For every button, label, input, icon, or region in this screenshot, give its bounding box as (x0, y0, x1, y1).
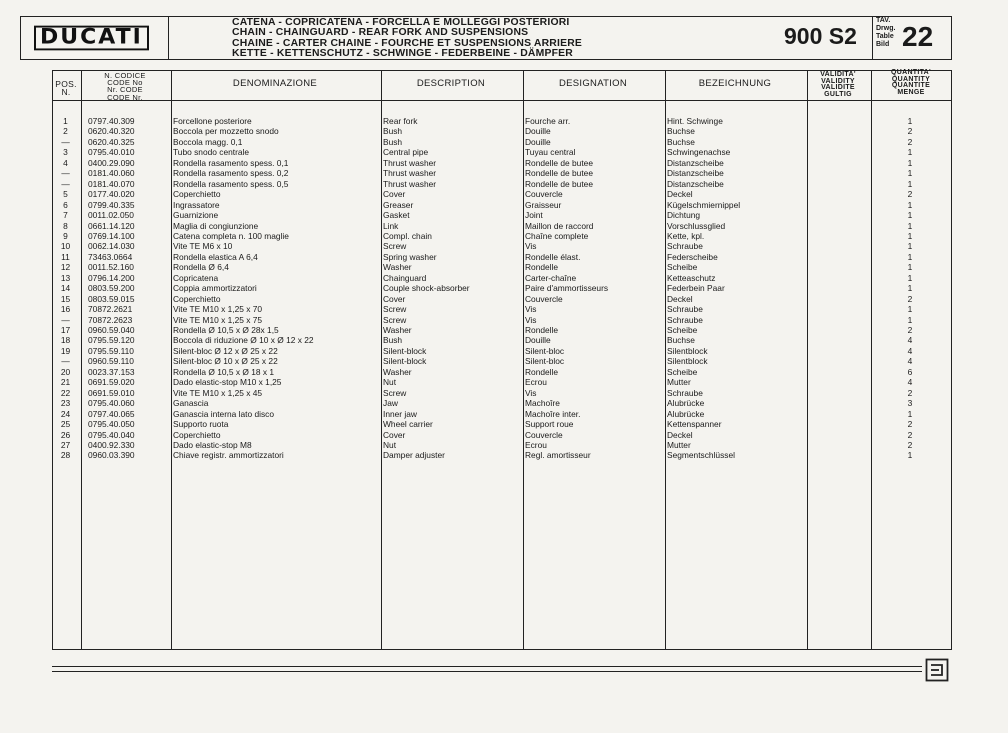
cell-desc: Washer (383, 366, 412, 377)
cell-qty: 2 (907, 439, 913, 450)
cell-pos: 13 (60, 272, 71, 283)
cell-qty: 2 (907, 419, 913, 430)
cell-code: 0803.59.015 (88, 293, 135, 304)
col-header-validity: VALIDITA' VALIDITY VALIDITE GULTIG (820, 71, 856, 98)
cell-bez: Hint. Schwinge (667, 116, 723, 126)
cell-den: Boccola magg. 0,1 (173, 136, 243, 147)
col-header-denominazione: DENOMINAZIONE (232, 78, 318, 89)
cell-bez: Federscheibe (667, 251, 718, 262)
cell-desc: Couple shock-absorber (383, 283, 470, 294)
cell-desig: Rondelle de butee (525, 178, 593, 189)
table-row (52, 367, 952, 377)
cell-desc: Bush (383, 126, 403, 137)
ducati-logo: DUCATI (34, 26, 149, 51)
table-label: Drwg. (876, 25, 896, 32)
cell-den: Boccola per mozzetto snodo (173, 126, 279, 137)
cell-desc: Washer (383, 262, 412, 273)
cell-pos: 9 (63, 230, 68, 241)
cell-desc: Compl. chain (383, 230, 432, 241)
cell-desig: Paire d'ammortisseurs (525, 283, 609, 294)
cell-desig: Douille (525, 136, 551, 147)
cell-bez: Deckel (667, 189, 693, 200)
cell-desc: Cover (383, 189, 406, 200)
table-row (52, 241, 952, 251)
table-label: TAV. (876, 17, 891, 24)
cell-den: Boccola di riduzione Ø 10 x Ø 12 x 22 (173, 335, 314, 346)
cell-pos: 6 (63, 199, 68, 210)
cell-qty: 1 (907, 168, 913, 179)
cell-pos: 8 (63, 220, 68, 231)
cell-pos: 22 (60, 387, 71, 398)
cell-qty: 1 (907, 210, 913, 221)
table-row (52, 273, 952, 283)
cell-qty: 2 (907, 293, 913, 304)
cell-qty: 1 (907, 116, 913, 126)
cell-desig: Couvercle (525, 189, 563, 200)
cell-den: Maglia di congiunzione (173, 220, 259, 231)
cell-desig: Douille (525, 126, 551, 137)
header-divider (872, 17, 873, 59)
cell-qty: 2 (907, 325, 913, 335)
cell-den: Ganascia (173, 398, 209, 409)
cell-den: Vite TE M10 x 1,25 x 75 (173, 314, 263, 325)
cell-desc: Washer (383, 325, 412, 335)
cell-bez: Dichtung (667, 210, 701, 221)
cell-code: 0795.40.050 (88, 419, 135, 430)
cell-den: Silent-bloc Ø 12 x Ø 25 x 22 (173, 345, 278, 356)
header-row-divider (52, 100, 952, 101)
cell-desig: Vis (525, 241, 537, 252)
cell-desc: Spring washer (383, 251, 437, 262)
cell-code: 73463.0664 (88, 251, 133, 262)
cell-code: 0661.14.120 (88, 220, 135, 231)
cell-pos: — (61, 178, 70, 189)
cell-code: 0960.59.040 (88, 325, 135, 335)
cell-bez: Mutter (667, 377, 691, 388)
cell-bez: Buchse (667, 126, 695, 137)
cell-desc: Cover (383, 429, 406, 440)
cell-den: Vite TE M6 x 10 (173, 241, 233, 252)
cell-bez: Buchse (667, 136, 695, 147)
cell-bez: Distanzscheibe (667, 168, 724, 179)
cell-pos: 1 (63, 116, 68, 126)
col-header-bezeichnung: BEZEICHNUNG (698, 78, 772, 89)
cell-desig: Maillon de raccord (525, 220, 594, 231)
cell-bez: Kettenspanner (667, 419, 722, 430)
title-line-en: CHAIN - CHAINGUARD - REAR FORK AND SUSPENSIONS (232, 27, 529, 39)
cell-den: Rondella Ø 6,4 (173, 262, 229, 273)
cell-desc: Screw (383, 304, 407, 315)
cell-code: 0796.14.200 (88, 272, 135, 283)
cell-qty: 2 (907, 126, 913, 137)
cell-qty: 1 (907, 157, 913, 168)
cell-pos: 2 (63, 126, 68, 137)
cell-desig: Vis (525, 314, 537, 325)
cell-desc: Cover (383, 293, 406, 304)
cell-qty: 1 (907, 251, 913, 262)
table-row (52, 283, 952, 293)
cell-den: Ganascia interna lato disco (173, 408, 275, 419)
cell-bez: Distanzscheibe (667, 178, 724, 189)
cell-desc: Chainguard (383, 272, 427, 283)
cell-qty: 4 (907, 356, 913, 367)
table-row (52, 419, 952, 429)
cell-desig: Ecrou (525, 377, 547, 388)
cell-den: Rondella rasamento spess. 0,2 (173, 168, 289, 179)
cell-code: 0011.02.050 (88, 210, 134, 221)
cell-qty: 1 (907, 220, 913, 231)
cell-den: Dado elastic-stop M8 (173, 439, 252, 450)
cell-qty: 1 (907, 262, 913, 273)
cell-desig: Tuyau central (525, 147, 576, 158)
cell-desig: Carter-chaîne (525, 272, 577, 283)
cell-pos: 4 (63, 157, 68, 168)
cell-bez: Schraube (667, 387, 703, 398)
cell-code: 0795.40.060 (88, 398, 135, 409)
cell-qty: 6 (907, 366, 913, 377)
cell-bez: Alubrücke (667, 408, 705, 419)
page-title (232, 18, 752, 60)
cell-desc: Inner jaw (383, 408, 417, 419)
table-row (52, 252, 952, 262)
cell-den: Supporto ruota (173, 419, 229, 430)
cell-qty: 1 (907, 283, 913, 294)
cell-desig: Machoîre inter. (525, 408, 581, 419)
cell-pos: 15 (60, 293, 71, 304)
cell-qty: 4 (907, 345, 913, 356)
header-divider (168, 17, 169, 59)
cell-pos: 25 (60, 419, 71, 430)
cell-bez: Schraube (667, 304, 703, 315)
cell-pos: 24 (60, 408, 71, 419)
cell-desc: Greaser (383, 199, 414, 210)
cell-desig: Rondelle de butee (525, 168, 593, 179)
table-row (52, 409, 952, 419)
cell-desc: Thrust washer (383, 168, 437, 179)
cell-bez: Deckel (667, 293, 693, 304)
cell-code: 0795.59.120 (88, 335, 135, 346)
cell-bez: Vorschlussglied (667, 220, 726, 231)
cell-den: Coppia ammortizzatori (173, 283, 257, 294)
cell-qty: 4 (907, 335, 913, 346)
cell-desig: Support roue (525, 419, 574, 430)
cell-code: 0797.40.065 (88, 408, 135, 419)
cell-den: Coperchietto (173, 293, 221, 304)
cell-code: 0062.14.030 (88, 241, 135, 252)
cell-pos: 27 (60, 439, 71, 450)
table-row (52, 398, 952, 408)
cell-code: 0011.52.160 (88, 262, 134, 273)
table-row (52, 440, 952, 450)
cell-qty: 1 (907, 450, 913, 461)
cell-bez: Scheibe (667, 325, 698, 335)
cell-code: 0803.59.200 (88, 283, 135, 294)
cell-qty: 1 (907, 304, 913, 315)
cell-qty: 1 (907, 241, 913, 252)
cell-code: 0400.29.090 (88, 157, 135, 168)
table-row (52, 450, 952, 460)
cell-desig: Joint (525, 210, 543, 221)
cell-desig: Couvercle (525, 429, 563, 440)
cell-pos: — (61, 136, 70, 147)
cell-desc: Gasket (383, 210, 410, 221)
cell-pos: 7 (63, 210, 68, 221)
cell-den: Chiave registr. ammortizzatori (173, 450, 284, 461)
cell-bez: Silentblock (667, 356, 708, 367)
cell-desc: Jaw (383, 398, 398, 409)
title-line-fr: CHAINE - CARTER CHAINE - FOURCHE ET SUSPENSIONS ARRIERE (232, 37, 583, 49)
table-row (52, 189, 952, 199)
cell-pos: 16 (60, 304, 71, 315)
cell-desig: Rondelle (525, 325, 559, 335)
cell-desc: Wheel carrier (383, 419, 433, 430)
table-row (52, 200, 952, 210)
cell-bez: Kügelschmiernippel (667, 199, 741, 210)
cell-bez: Kette, kpl. (667, 230, 705, 241)
table-row (52, 210, 952, 220)
title-line-de: KETTE - KETTENSCHUTZ - SCHWINGE - FEDERBEINE - DÄMPFER (232, 48, 573, 60)
cell-code: 70872.2621 (88, 304, 133, 315)
cell-pos: 11 (61, 251, 70, 262)
cell-code: 0960.59.110 (88, 356, 134, 367)
cell-qty: 1 (907, 314, 913, 325)
cell-desig: Silent-bloc (525, 345, 565, 356)
cell-bez: Schraube (667, 241, 703, 252)
cell-desig: Douille (525, 335, 551, 346)
table-row (52, 430, 952, 440)
cell-pos: 10 (60, 241, 71, 252)
cell-pos: 20 (60, 366, 71, 377)
cell-code: 0023.37.153 (88, 366, 135, 377)
cell-den: Rondella rasamento spess. 0,5 (173, 178, 289, 189)
col-header-code: N. CODICE CODE No Nr. CODE CODE Nr. (104, 71, 146, 102)
cell-den: Vite TE M10 x 1,25 x 45 (173, 387, 263, 398)
cell-desc: Thrust washer (383, 178, 437, 189)
cell-bez: Silentblock (667, 345, 708, 356)
cell-den: Ingrassatore (173, 199, 220, 210)
cell-bez: Deckel (667, 429, 693, 440)
cell-bez: Mutter (667, 439, 691, 450)
cell-desig: Chaîne complete (525, 230, 589, 241)
table-labels (876, 17, 895, 49)
cell-desc: Central pipe (383, 147, 429, 158)
table-row (52, 137, 952, 147)
cell-code: 0181.40.070 (88, 178, 135, 189)
cell-den: Vite TE M10 x 1,25 x 70 (173, 304, 263, 315)
cell-qty: 2 (907, 136, 913, 147)
cell-pos: 5 (63, 189, 68, 200)
title-line-it: CATENA - COPRICATENA - FORCELLA E MOLLEGGI POSTERIORI (232, 17, 570, 28)
cell-code: 0400.92.330 (88, 439, 135, 450)
cell-bez: Schwingenachse (667, 147, 731, 158)
cell-qty: 3 (907, 398, 913, 409)
cell-code: 0795.40.040 (88, 429, 135, 440)
cell-desc: Nut (383, 377, 397, 388)
cell-bez: Distanzscheibe (667, 157, 724, 168)
cell-pos: 18 (60, 335, 71, 346)
cell-desc: Bush (383, 136, 403, 147)
table-row (52, 262, 952, 272)
table-row (52, 315, 952, 325)
cell-desig: Fourche arr. (525, 116, 571, 126)
cell-desig: Regl. amortisseur (525, 450, 591, 461)
col-header-description: DESCRIPTION (416, 78, 486, 89)
table-row (52, 325, 952, 335)
cell-den: Forcellone posteriore (173, 116, 252, 126)
cell-den: Rondella rasamento spess. 0,1 (173, 157, 289, 168)
table-row (52, 158, 952, 168)
cell-qty: 4 (907, 377, 913, 388)
cell-den: Guarnizione (173, 210, 219, 221)
cell-code: 0797.40.309 (88, 116, 135, 126)
col-header-designation: DESIGNATION (558, 78, 628, 89)
cell-qty: 2 (907, 429, 913, 440)
cell-desig: Rondelle de butee (525, 157, 593, 168)
cell-den: Rondella elastica A 6,4 (173, 251, 258, 262)
cell-code: 0177.40.020 (88, 189, 135, 200)
cell-code: 0795.59.110 (88, 345, 134, 356)
cell-bez: Federbein Paar (667, 283, 725, 294)
cell-code: 0181.40.060 (88, 168, 135, 179)
cell-desc: Link (383, 220, 399, 231)
cell-bez: Scheibe (667, 262, 698, 273)
cell-desig: Couvercle (525, 293, 563, 304)
cell-qty: 1 (907, 272, 913, 283)
cell-den: Dado elastic-stop M10 x 1,25 (173, 377, 282, 388)
cell-bez: Buchse (667, 335, 695, 346)
table-row (52, 304, 952, 314)
table-row (52, 377, 952, 387)
cell-bez: Alubrücke (667, 398, 705, 409)
cell-bez: Segmentschlüssel (667, 450, 735, 461)
cell-desc: Thrust washer (383, 157, 437, 168)
cell-code: 0769.14.100 (88, 230, 135, 241)
footer-rule (52, 666, 922, 667)
cell-pos: 19 (60, 345, 71, 356)
cell-code: 0799.40.335 (88, 199, 135, 210)
cell-desig: Rondelle élast. (525, 251, 581, 262)
cell-desig: Graisseur (525, 199, 562, 210)
col-header-pos: POS. N. (55, 79, 77, 97)
table-row (52, 168, 952, 178)
cell-code: 0620.40.320 (88, 126, 135, 137)
cell-desc: Screw (383, 387, 407, 398)
cell-code: 0691.59.020 (88, 377, 135, 388)
cell-qty: 1 (907, 178, 913, 189)
cell-den: Rondella Ø 10,5 x Ø 28x 1,5 (173, 325, 279, 335)
cell-pos: 23 (60, 398, 71, 409)
cell-desig: Rondelle (525, 366, 559, 377)
table-row (52, 346, 952, 356)
cell-code: 0691.59.010 (88, 387, 135, 398)
cell-pos: 26 (60, 429, 71, 440)
cell-desc: Damper adjuster (383, 450, 445, 461)
cell-desig: Vis (525, 304, 537, 315)
cell-desig: Silent-bloc (525, 356, 565, 367)
cell-pos: 14 (60, 283, 71, 294)
cell-desc: Silent-block (383, 356, 427, 367)
table-row (52, 294, 952, 304)
table-row (52, 221, 952, 231)
cell-bez: Scheibe (667, 366, 698, 377)
cell-qty: 2 (907, 387, 913, 398)
table-row (52, 116, 952, 126)
cell-pos: — (61, 168, 70, 179)
cell-desc: Silent-block (383, 345, 427, 356)
cell-desig: Vis (525, 387, 537, 398)
cell-code: 0795.40.010 (88, 147, 135, 158)
table-label: Table (876, 33, 894, 40)
cell-desc: Bush (383, 335, 403, 346)
table-row (52, 147, 952, 157)
cell-qty: 1 (907, 230, 913, 241)
cell-qty: 1 (907, 199, 913, 210)
cell-qty: 1 (907, 147, 913, 158)
cell-desig: Ecrou (525, 439, 547, 450)
table-row (52, 335, 952, 345)
cell-pos: — (61, 356, 70, 367)
table-label: Bild (876, 41, 890, 48)
cell-den: Catena completa n. 100 maglie (173, 230, 289, 241)
cell-pos: 3 (63, 147, 68, 158)
cell-den: Tubo snodo centrale (173, 147, 250, 158)
table-row (52, 179, 952, 189)
cell-qty: 2 (907, 189, 913, 200)
model-name: 900 S2 (784, 23, 857, 49)
cell-code: 0960.03.390 (88, 450, 135, 461)
table-number: 22 (902, 21, 934, 52)
cell-code: 0620.40.325 (88, 136, 135, 147)
cell-bez: Schraube (667, 314, 703, 325)
cell-pos: 17 (60, 325, 71, 335)
cell-pos: 28 (60, 450, 71, 461)
cell-bez: Ketteaschutz (667, 272, 716, 283)
col-header-quantity: QUANTITA' QUANTITY QUANTITE MENGE (890, 69, 931, 96)
cell-den: Copricatena (173, 272, 219, 283)
cell-pos: 21 (60, 377, 71, 388)
cell-den: Silent-bloc Ø 10 x Ø 25 x 22 (173, 356, 278, 367)
table-row (52, 388, 952, 398)
cell-desc: Nut (383, 439, 397, 450)
cell-desc: Screw (383, 241, 407, 252)
table-row (52, 126, 952, 136)
page-end-icon (925, 658, 949, 682)
cell-pos: — (61, 314, 70, 325)
table-row (52, 356, 952, 366)
table-row (52, 231, 952, 241)
cell-code: 70872.2623 (88, 314, 133, 325)
cell-den: Coperchietto (173, 429, 221, 440)
cell-den: Coperchietto (173, 189, 221, 200)
footer-rule (52, 671, 922, 672)
cell-pos: 12 (60, 262, 71, 273)
cell-den: Rondella Ø 10,5 x Ø 18 x 1 (173, 366, 275, 377)
cell-desig: Machoîre (525, 398, 560, 409)
cell-desc: Rear fork (383, 116, 418, 126)
cell-desig: Rondelle (525, 262, 559, 273)
cell-qty: 1 (907, 408, 913, 419)
cell-desc: Screw (383, 314, 407, 325)
